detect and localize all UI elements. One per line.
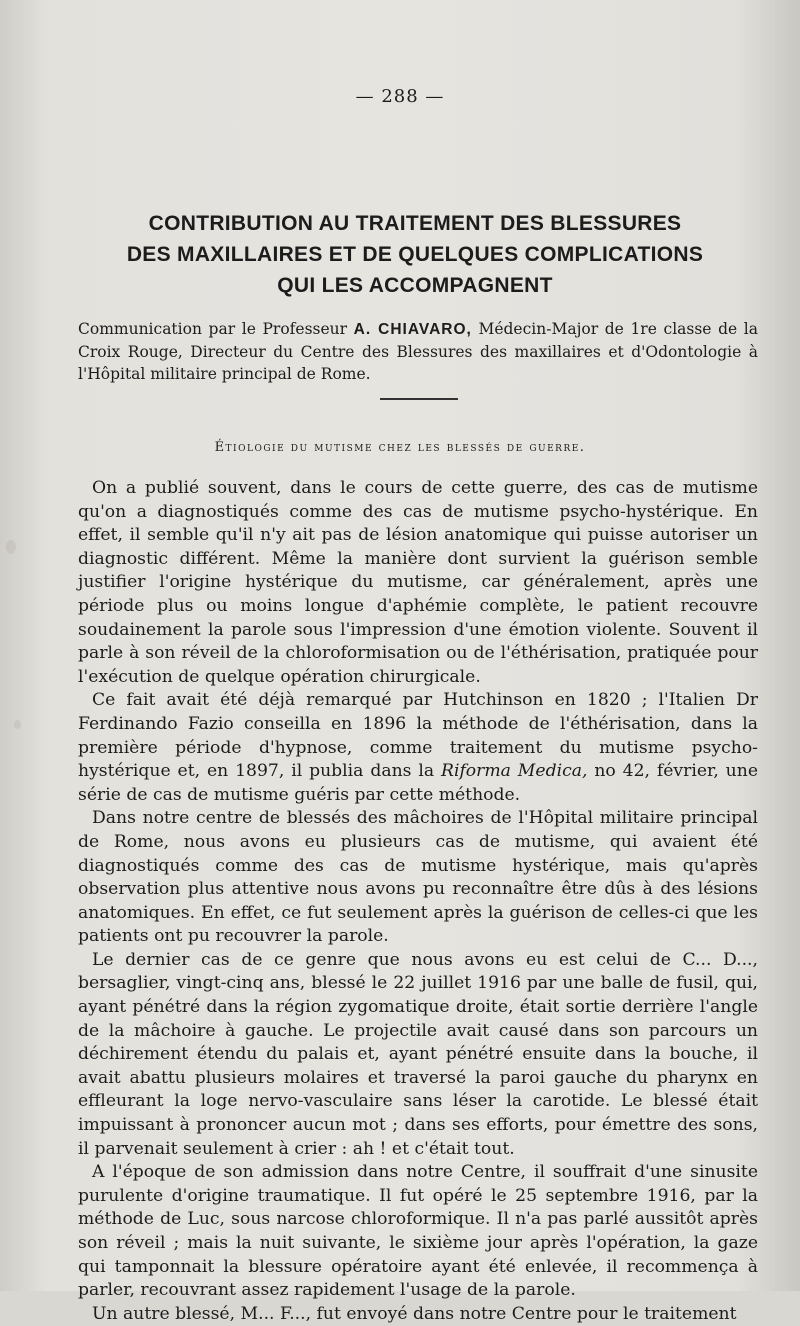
title-line: QUI LES ACCOMPAGNENT [277, 274, 553, 297]
paragraph: On a publié souvent, dans le cours de cette guerre, des cas de mutisme qu'on a diagnostiqués comme des cas de mutisme psycho-hystérique. En effet, il semble qu'il n'y ait pas de lésion anatomique qui puisse autoriser un diagnostic différent. Même la manière dont survient la guérison semble justifier l'origine hystérique du mutisme, car généralement, après une période plus ou moins longue d'aphémie complète, le patient recouvre soudainement la parole sous l'impression d'une émotion violente. Souvent il parle à son réveil de la chloroformisation ou de l'éthérisation, pratiquée pour l'exécution de quelque opération chirurgicale. [78, 478, 758, 687]
paragraph-text: Ce fait avait été déjà remarqué par Hutchinson en 1820 ; l'Italien Dr Ferdinando Fazio conseilla en 1896 la méthode de l'éthérisation, dans la première période d'hypnose, comme traitement du mutisme psycho-hystérique et, en 1897, il publia dans la [78, 690, 758, 782]
paper-stain [14, 720, 21, 729]
title-line: CONTRIBUTION AU TRAITEMENT DES BLESSURES [148, 212, 682, 235]
article-body [78, 477, 758, 1326]
paper-stain [6, 540, 16, 554]
article-title [60, 208, 770, 301]
title-line: DES MAXILLAIRES ET DE QUELQUES COMPLICATIONS [126, 243, 704, 266]
page-number: — 288 — [355, 86, 445, 107]
paragraph: Le dernier cas de ce genre que nous avons eu est celui de C... D..., bersaglier, vingt-cinq ans, blessé le 22 juillet 1916 par une balle de fusil, qui, ayant pénétré dans la région zygomatique droite, était sortie derrière l'angle de la mâchoire à gauche. Le projectile avait causé dans son parcours un déchirement étendu du palais et, ayant pénétré ensuite dans la bouche, il avait abattu plusieurs molaires et traversé la paroi gauche du pharynx en effleurant la loge nervo-vasculaire sans léser la carotide. Le blessé était impuissant à prononcer aucun mot ; dans ses efforts, pour émettre des sons, il parvenait seulement à crier : ah ! et c'était tout. [78, 949, 758, 1159]
byline-affiliation: Médecin-Major de 1re classe de la Croix Rouge, Directeur du Centre des Blessures des maxillaires et d'Odontologie à l'Hôpital militaire principal de Rome. [78, 320, 758, 383]
author-name: A. CHIAVARO, [353, 321, 472, 338]
journal-title: Riforma Medica, [441, 761, 588, 782]
paragraph-text: no 42, février, une série de cas de mutisme guéris par cette méthode. [78, 761, 758, 805]
byline-prefix: Communication par le Professeur [78, 320, 354, 338]
paragraph [78, 689, 758, 807]
section-divider [380, 398, 458, 400]
paragraph: Dans notre centre de blessés des mâchoires de l'Hôpital militaire principal de Rome, nous avons eu plusieurs cas de mutisme, qui avaient été diagnostiqués comme des cas de mutisme hystérique, mais qu'après observation plus attentive nous avons pu reconnaître être dûs à des lésions anatomiques. En effet, ce fut seulement après la guérison de celles-ci que les patients ont pu recouvrer la parole. [78, 808, 758, 947]
section-heading: Étiologie du mutisme chez les blessés de guerre. [214, 440, 586, 455]
paragraph: Un autre blessé, M... F..., fut envoyé dans notre Centre pour le traitement [92, 1303, 737, 1324]
paragraph: A l'époque de son admission dans notre Centre, il souffrait d'une sinusite purulente d'origine traumatique. Il fut opéré le 25 septembre 1916, par la méthode de Luc, sous narcose chloroformique. Il n'a pas parlé aussitôt après son réveil ; mais la nuit suivante, le sixième jour après l'opération, la gaze qui tamponnait la blessure opératoire ayant été enlevée, il recommença à parler, recouvrant assez rapidement l'usage de la parole. [78, 1162, 758, 1301]
author-byline [78, 318, 758, 385]
